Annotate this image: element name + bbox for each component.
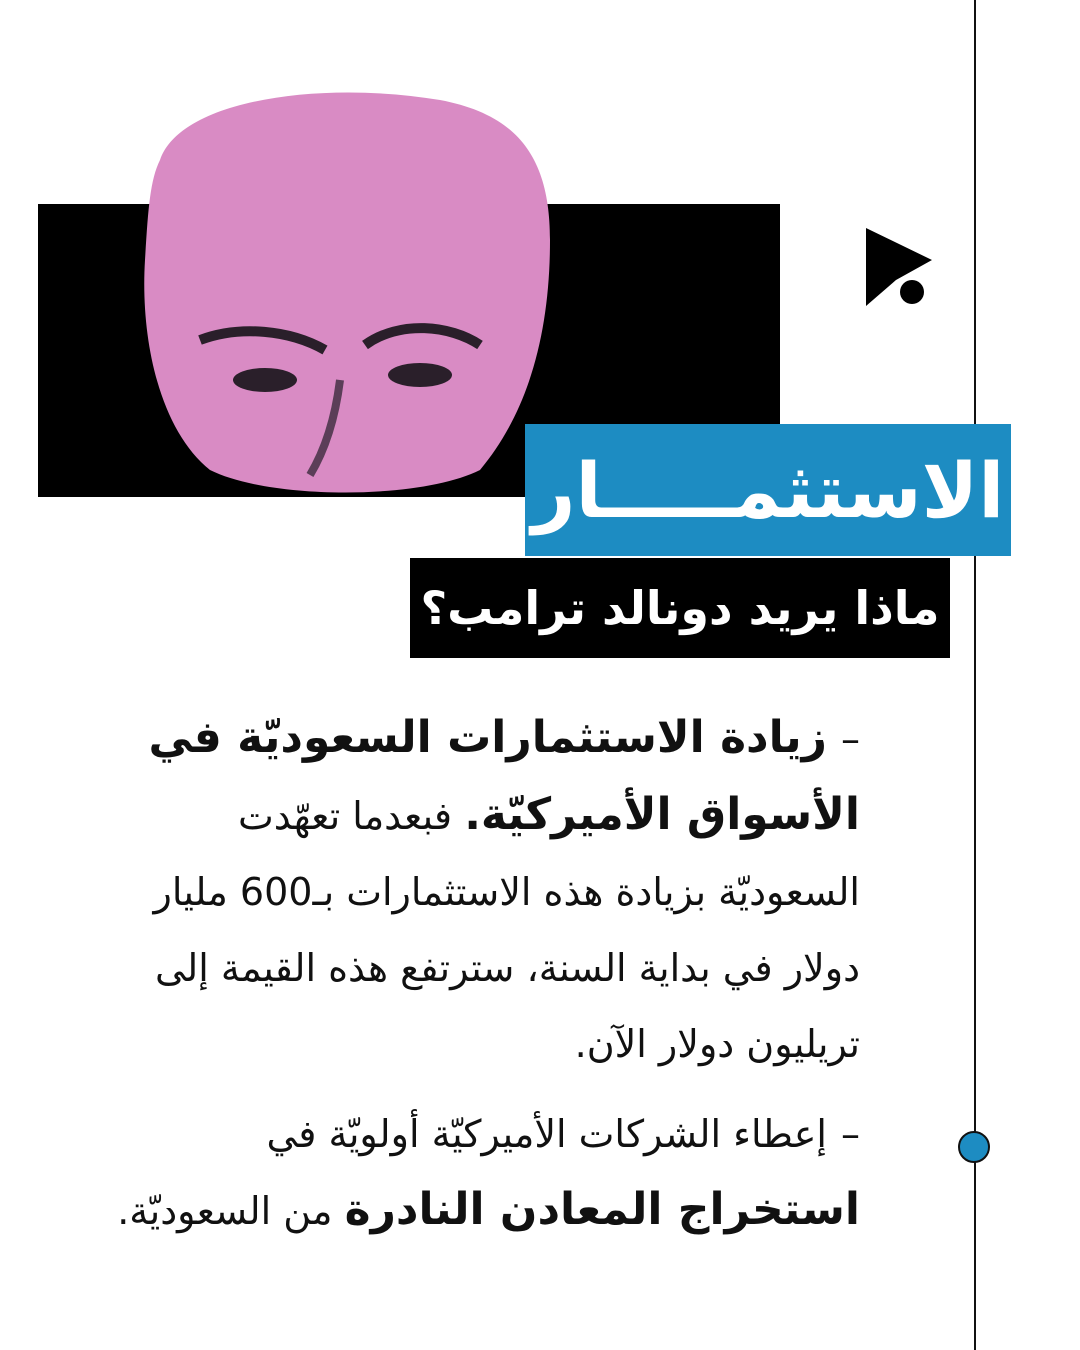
play-with-dot-icon — [862, 228, 940, 306]
portrait-photo — [120, 80, 570, 500]
point-item-1 — [90, 700, 860, 1082]
point-text: فبعدما تعهّدت السعوديّة بزيادة هذه الاستثمارات بـ600 مليار دولار في بداية السنة، سترتفع هذه القيمة إلى تريليون دولار الآن. — [153, 794, 860, 1066]
point-text: من السعوديّة. — [117, 1189, 345, 1233]
point-lead-text: إعطاء الشركات الأميركيّة أولويّة في — [266, 1112, 827, 1156]
subhead-box: ماذا يريد دونالد ترامب؟ — [410, 558, 950, 658]
blue-dot-marker — [958, 1131, 990, 1163]
point-bold-text: زيادة الاستثمارات السعوديّة في الأسواق الأميركيّة. — [148, 712, 860, 840]
headline-box: الاستثمـــــار — [525, 424, 1011, 556]
point-item-2 — [90, 1096, 860, 1249]
point-bold-text: استخراج المعادن النادرة — [344, 1184, 860, 1235]
bullet-dash: – — [841, 717, 860, 761]
bullet-dash: – — [841, 1112, 860, 1156]
points-list — [90, 700, 860, 1263]
